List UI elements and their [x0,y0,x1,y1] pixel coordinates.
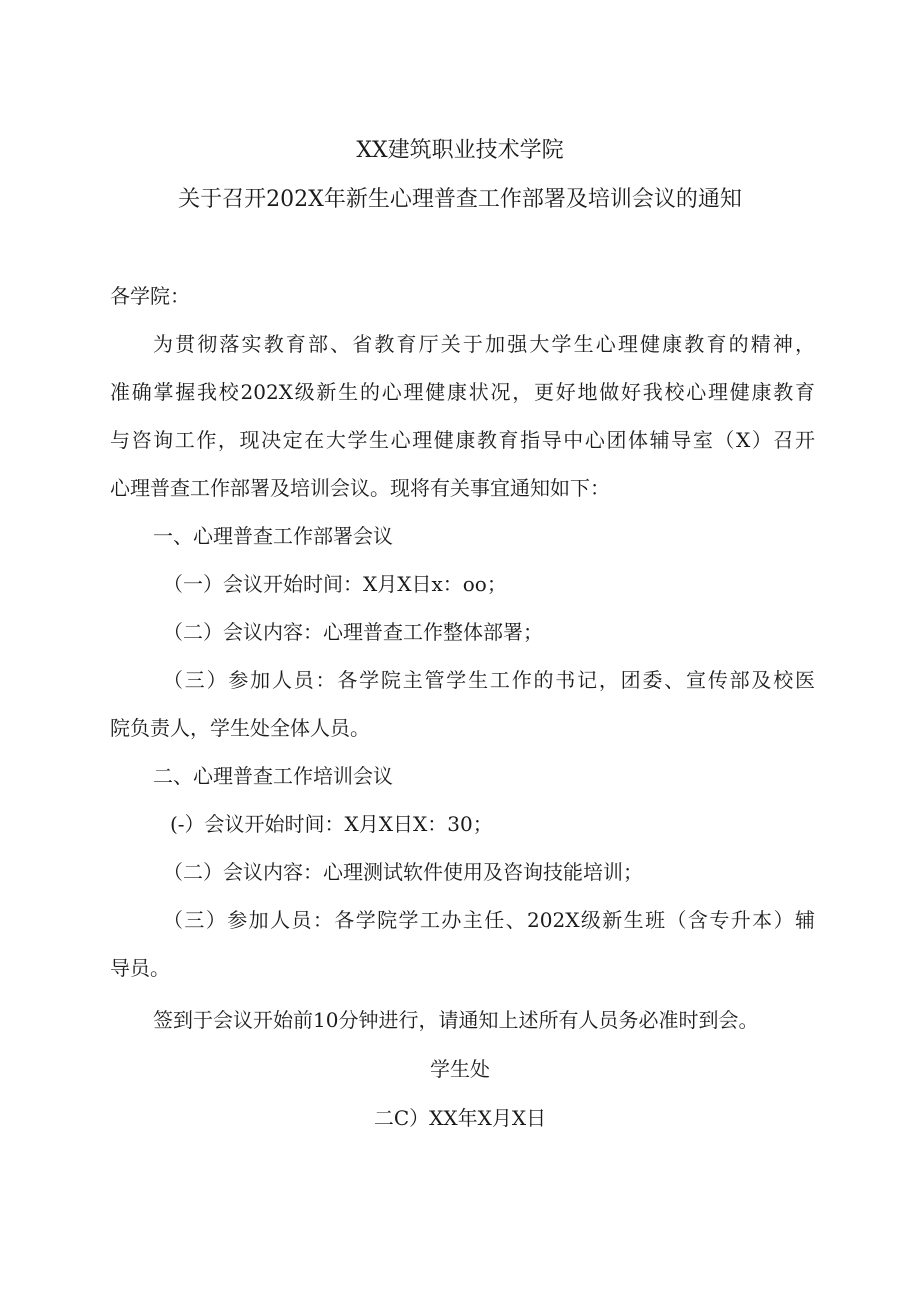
notice-title: 关于召开202X年新生心理普查工作部署及培训会议的通知 [178,187,742,212]
intro-line-2: 准确掌握我校202X级新生的心理健康状况，更好地做好我校心理健康教育 [110,380,815,404]
intro-line-1: 为贯彻落实教育部、省教育厅关于加强大学生心理健康教育的精神， [153,332,815,356]
section2-attendees-line-2: 导员。 [110,956,170,980]
section1-heading: 一、心理普查工作部署会议 [153,524,393,548]
issue-date: 二C）XX年X月X日 [373,1106,547,1130]
section1-attendees-line-2: 院负责人，学生处全体人员。 [110,716,370,740]
section2-time: (-）会议开始时间：X月X日X：30； [170,812,493,836]
intro-line-4: 心理普查工作部署及培训会议。现将有关事宜通知如下： [110,476,610,500]
section1-content: （二）会议内容：心理普查工作整体部署； [163,620,543,644]
salutation: 各学院： [110,284,190,308]
section1-attendees-line-1: （三）参加人员：各学院主管学生工作的书记，团委、宣传部及校医 [163,668,815,692]
section2-attendees-line-1: （三）参加人员：各学院学工办主任、202X级新生班（含专升本）辅 [163,908,815,932]
school-name-title: XX建筑职业技术学院 [356,138,564,163]
signin-note: 签到于会议开始前10分钟进行，请通知上述所有人员务必准时到会。 [153,1008,759,1032]
section2-content: （二）会议内容：心理测试软件使用及咨询技能培训； [163,860,643,884]
intro-line-3: 与咨询工作，现决定在大学生心理健康教育指导中心团体辅导室（X）召开 [110,428,815,452]
section2-heading: 二、心理普查工作培训会议 [153,764,393,788]
section1-time: （一）会议开始时间：X月X日x：oo； [163,572,507,596]
issuer: 学生处 [430,1057,490,1081]
